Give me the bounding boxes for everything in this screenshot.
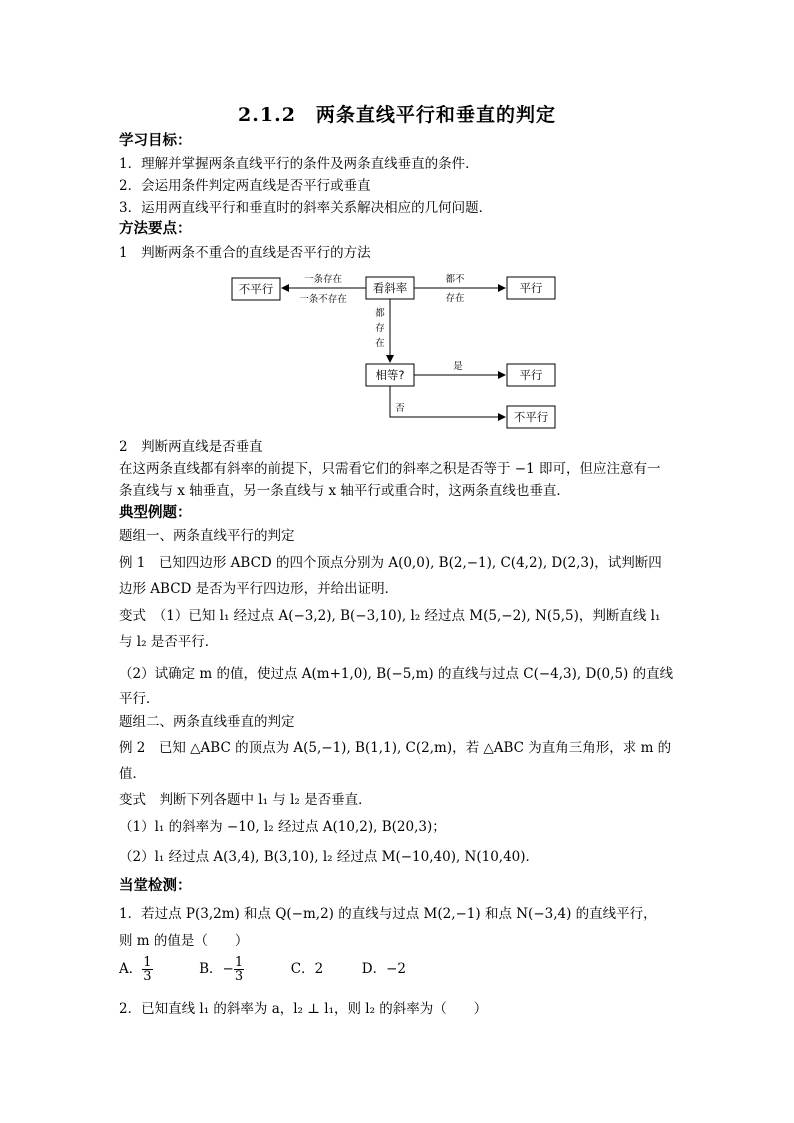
variant3-item-2: （2）l₁ 经过点 A(3,4), B(3,10), l₂ 经过点 M(−10,40), N(10,40)． xyxy=(119,849,540,865)
method-item-2: 2 判断两直线是否垂直 xyxy=(119,439,263,455)
goal-item-1: 1．理解并掌握两条直线平行的条件及两条直线垂直的条件． xyxy=(119,156,479,172)
method-item-2-text-2: 条直线与 x 轴垂直，另一条直线与 x 轴平行或重合时，这两条直线也垂直． xyxy=(119,483,570,499)
option-a-label: A． xyxy=(119,961,143,977)
example2-line-1: 例 2 已知 △ABC 的顶点为 A(5,−1), B(1,1), C(2,m)，若 △ABC 为直角三角形，求 m 的 xyxy=(119,740,672,756)
box-not-parallel-bottom-label: 不平行 xyxy=(513,410,549,424)
goal-item-2: 2．会运用条件判定两直线是否平行或垂直 xyxy=(119,178,371,194)
parallel-flowchart xyxy=(225,268,565,433)
option-a-fraction xyxy=(142,956,152,983)
box-parallel-top xyxy=(507,277,555,299)
variant2-line-2: 平行． xyxy=(119,691,160,707)
option-a-den: 3 xyxy=(143,969,152,984)
box-not-parallel-top xyxy=(232,278,280,300)
goals-heading: 学习目标： xyxy=(119,132,192,149)
variant3-heading: 变式 判断下列各题中 l₁ 与 l₂ 是否垂直． xyxy=(119,792,372,808)
variant3-item-1: （1）l₁ 的斜率为 −10, l₂ 经过点 A(10,2), B(20,3)； xyxy=(119,819,446,835)
quiz-q2: 2．已知直线 l₁ 的斜率为 a，l₂ ⊥ l₁，则 l₂ 的斜率为（ ） xyxy=(119,1001,488,1017)
example1-line-2: 边形 ABCD 是否为平行四边形，并给出证明． xyxy=(119,581,399,597)
example1-line-1: 例 1 已知四边形 ABCD 的四个顶点分别为 A(0,0), B(2,−1), C(4,2), D(2,3)，试判断四 xyxy=(119,555,662,571)
label-no: 否 xyxy=(395,403,405,414)
box-equal xyxy=(366,364,414,386)
quiz-q1-options xyxy=(119,956,406,983)
option-b-label: B．− xyxy=(199,961,234,977)
option-a-num: 1 xyxy=(143,955,152,970)
method-item-2-text-1: 在这两条直线都有斜率的前提下，只需看它们的斜率之积是否等于 −1 即可，但应注意有一 xyxy=(119,461,661,477)
group1-heading: 题组一、两条直线平行的判定 xyxy=(119,528,295,544)
quiz-q1-line-1: 1．若过点 P(3,2m) 和点 Q(−m,2) 的直线与过点 M(2,−1) 和点 N(−3,4) 的直线平行， xyxy=(119,906,657,922)
option-b xyxy=(199,955,248,984)
arrow-no xyxy=(390,386,505,417)
variant2-line-1: （2）试确定 m 的值，使过点 A(m+1,0), B(−5,m) 的直线与过点 C(−4,3), D(0,5) 的直线 xyxy=(119,666,674,682)
box-parallel-top-label: 平行 xyxy=(519,281,543,295)
box-not-parallel-top-label: 不平行 xyxy=(238,282,274,296)
label-yes: 是 xyxy=(453,361,463,372)
option-b-fraction xyxy=(234,956,244,983)
variant1-line-1: 变式 （1）已知 l₁ 经过点 A(−3,2), B(−3,10), l₂ 经过点 M(5,−2), N(5,5)，判断直线 l₁ xyxy=(119,608,661,624)
label-both-exist-1: 都 xyxy=(375,308,385,319)
box-not-parallel-bottom xyxy=(507,406,555,428)
box-look-slope xyxy=(366,277,414,299)
box-equal-label: 相等? xyxy=(375,368,405,382)
option-a xyxy=(119,955,157,984)
label-one-exists: 一条存在 xyxy=(303,274,343,285)
goal-item-3: 3．运用两直线平行和垂直时的斜率关系解决相应的几何问题． xyxy=(119,200,493,216)
group2-heading: 题组二、两条直线垂直的判定 xyxy=(119,714,295,730)
label-both-exist-3: 在 xyxy=(375,338,385,349)
variant1-line-2: 与 l₂ 是否平行． xyxy=(119,634,219,650)
label-both-exist-2: 存 xyxy=(375,323,385,334)
example2-line-2: 值． xyxy=(119,766,146,782)
method-item-1: 1 判断两条不重合的直线是否平行的方法 xyxy=(119,245,371,261)
label-both-not-2: 存在 xyxy=(445,293,465,304)
option-b-num: 1 xyxy=(234,955,244,970)
label-one-not-exists: 一条不存在 xyxy=(299,294,347,305)
method-heading: 方法要点： xyxy=(119,220,192,237)
quiz-heading: 当堂检测： xyxy=(119,877,192,894)
option-c: C．2 xyxy=(290,961,324,977)
page-title: 2.1.2 两条直线平行和垂直的判定 xyxy=(238,104,556,126)
option-d: D．−2 xyxy=(361,961,406,977)
box-look-slope-label: 看斜率 xyxy=(372,281,408,295)
box-parallel-bottom xyxy=(507,364,555,386)
box-parallel-bottom-label: 平行 xyxy=(519,368,543,382)
quiz-q1-line-2: 则 m 的值是（ ） xyxy=(119,933,249,949)
option-b-den: 3 xyxy=(234,969,244,984)
label-both-not-1: 都不 xyxy=(445,274,465,285)
examples-heading: 典型例题： xyxy=(119,504,192,521)
